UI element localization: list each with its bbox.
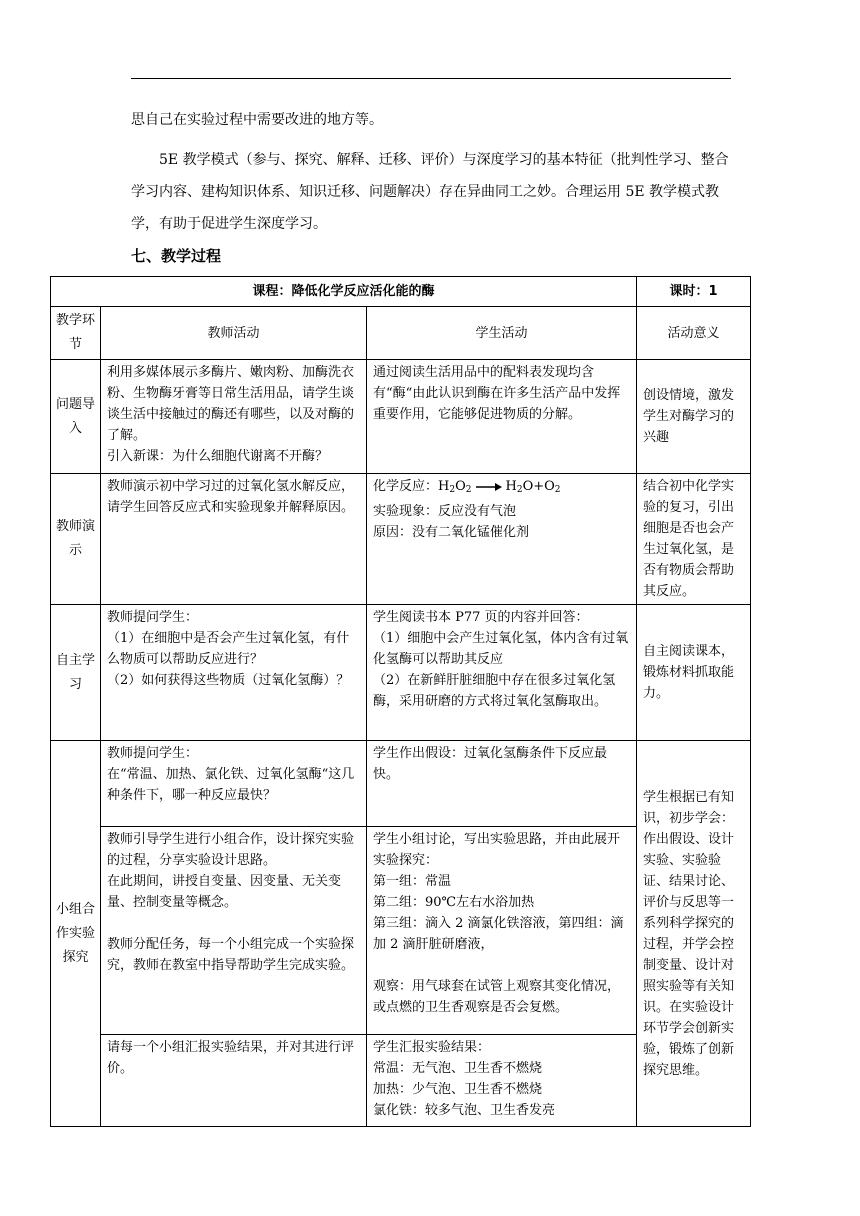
- teacher-cell: 教师提问学生： （1）在细胞中是否会产生过氧化氢，有什么物质可以帮助反应进行？ （2）如何获得这些物质（过氧化氢酶）？: [101, 605, 367, 741]
- table-row: [51, 360, 751, 474]
- teacher-cell: 教师引导学生进行小组合作，设计探究实验的过程，分享实验设计思路。 在此期间，讲授自变量、因变量、无关变量、控制变量等概念。 教师分配任务，每一个小组完成一个实验探究，教师在教室中指导帮助学生完成实验。: [101, 827, 367, 1035]
- teaching-process-table: [50, 276, 751, 1127]
- reaction-arrow-icon: [476, 482, 502, 492]
- header-stage: 教学环节: [51, 307, 101, 360]
- reaction-equation: 化学反应：$H_2O_2$ $H_2O+O_2$: [373, 479, 561, 495]
- student-cell: 化学反应：$H_2O_2$ $H_2O+O_2$ 实验现象：反应没有气泡 原因：没有二氧化锰催化剂: [367, 474, 637, 605]
- intro-paragraph-1: 思自己在实验过程中需要改进的地方等。: [131, 112, 383, 128]
- meaning-cell: 结合初中化学实验的复习，引出细胞是否也会产生过氧化氢，是否有物质会帮助其反应。: [637, 474, 751, 605]
- table-row: [51, 605, 751, 741]
- student-cell: 学生小组讨论，写出实验思路，并由此展开实验探究： 第一组：常温 第二组：90℃左右水浴加热 第三组：滴入 2 滴氯化铁溶液，第四组：滴加 2 滴肝脏研磨液， 观察：用气球套在试管上观察其变化情况，或点燃的卫生香观察是否会复燃。: [367, 827, 637, 1035]
- header-teacher: 教师活动: [101, 307, 367, 360]
- teacher-cell: 请每一个小组汇报实验结果，并对其进行评价。: [101, 1035, 367, 1127]
- header-student: 学生活动: [367, 307, 637, 360]
- intro-paragraph-2: 5E 教学模式（参与、探究、解释、迁移、评价）与深度学习的基本特征（批判性学习、整合学习内容、建构知识体系、知识迁移、问题解决）存在异曲同工之妙。合理运用 5E 教学模式教学，有助于促进学生深度学习。: [131, 152, 729, 232]
- table-row: [51, 741, 751, 827]
- table-row: [51, 474, 751, 605]
- student-cell: 学生汇报实验结果： 常温：无气泡、卫生香不燃烧 加热：少气泡、卫生香不燃烧 氯化铁：较多气泡、卫生香发亮: [367, 1035, 637, 1127]
- student-cell: 学生作出假设：过氧化氢酶条件下反应最快。: [367, 741, 637, 827]
- student-cell: 通过阅读生活用品中的配料表发现均含有“酶“由此认识到酶在许多生活产品中发挥重要作用，它能够促进物质的分解。: [367, 360, 637, 474]
- lesson-count: 课时：1: [637, 277, 751, 307]
- stage-cell: 问题导入: [51, 360, 101, 474]
- teacher-cell: 利用多媒体展示多酶片、嫩肉粉、加酶洗衣粉、生物酶牙膏等日常生活用品，请学生谈谈生活中接触过的酶还有哪些，以及对酶的了解。 引入新课：为什么细胞代谢离不开酶？: [101, 360, 367, 474]
- stage-cell: 教师演示: [51, 474, 101, 605]
- meaning-cell: 自主阅读课本，锻炼材料抓取能力。: [637, 605, 751, 741]
- header-rule: [131, 78, 731, 79]
- stage-cell: 小组合作实验探究: [51, 741, 101, 1127]
- teacher-cell: 教师演示初中学习过的过氧化氢水解反应，请学生回答反应式和实验现象并解释原因。: [101, 474, 367, 605]
- course-title: 课程：降低化学反应活化能的酶: [51, 277, 637, 307]
- teacher-cell: 教师提问学生： 在“常温、加热、氯化铁、过氧化氢酶“这几种条件下，哪一种反应最快？: [101, 741, 367, 827]
- header-meaning: 活动意义: [637, 307, 751, 360]
- student-cell: 学生阅读书本 P77 页的内容并回答： （1）细胞中会产生过氧化氢，体内含有过氧化氢酶可以帮助其反应 （2）在新鲜肝脏细胞中存在很多过氧化氢酶，采用研磨的方式将过氧化氢酶取出。: [367, 605, 637, 741]
- stage-cell: 自主学习: [51, 605, 101, 741]
- section-heading: 七、教学过程: [131, 247, 222, 265]
- meaning-cell: 学生根据已有知识，初步学会：作出假设、设计实验、实验验证、结果讨论、评价与反思等一系列科学探究的过程，并学会控制变量、设计对照实验等有关知识。在实验设计环节学会创新实验，锻炼了创新探究思维。: [637, 741, 751, 1127]
- meaning-cell: 创设情境，激发学生对酶学习的兴趣: [637, 360, 751, 474]
